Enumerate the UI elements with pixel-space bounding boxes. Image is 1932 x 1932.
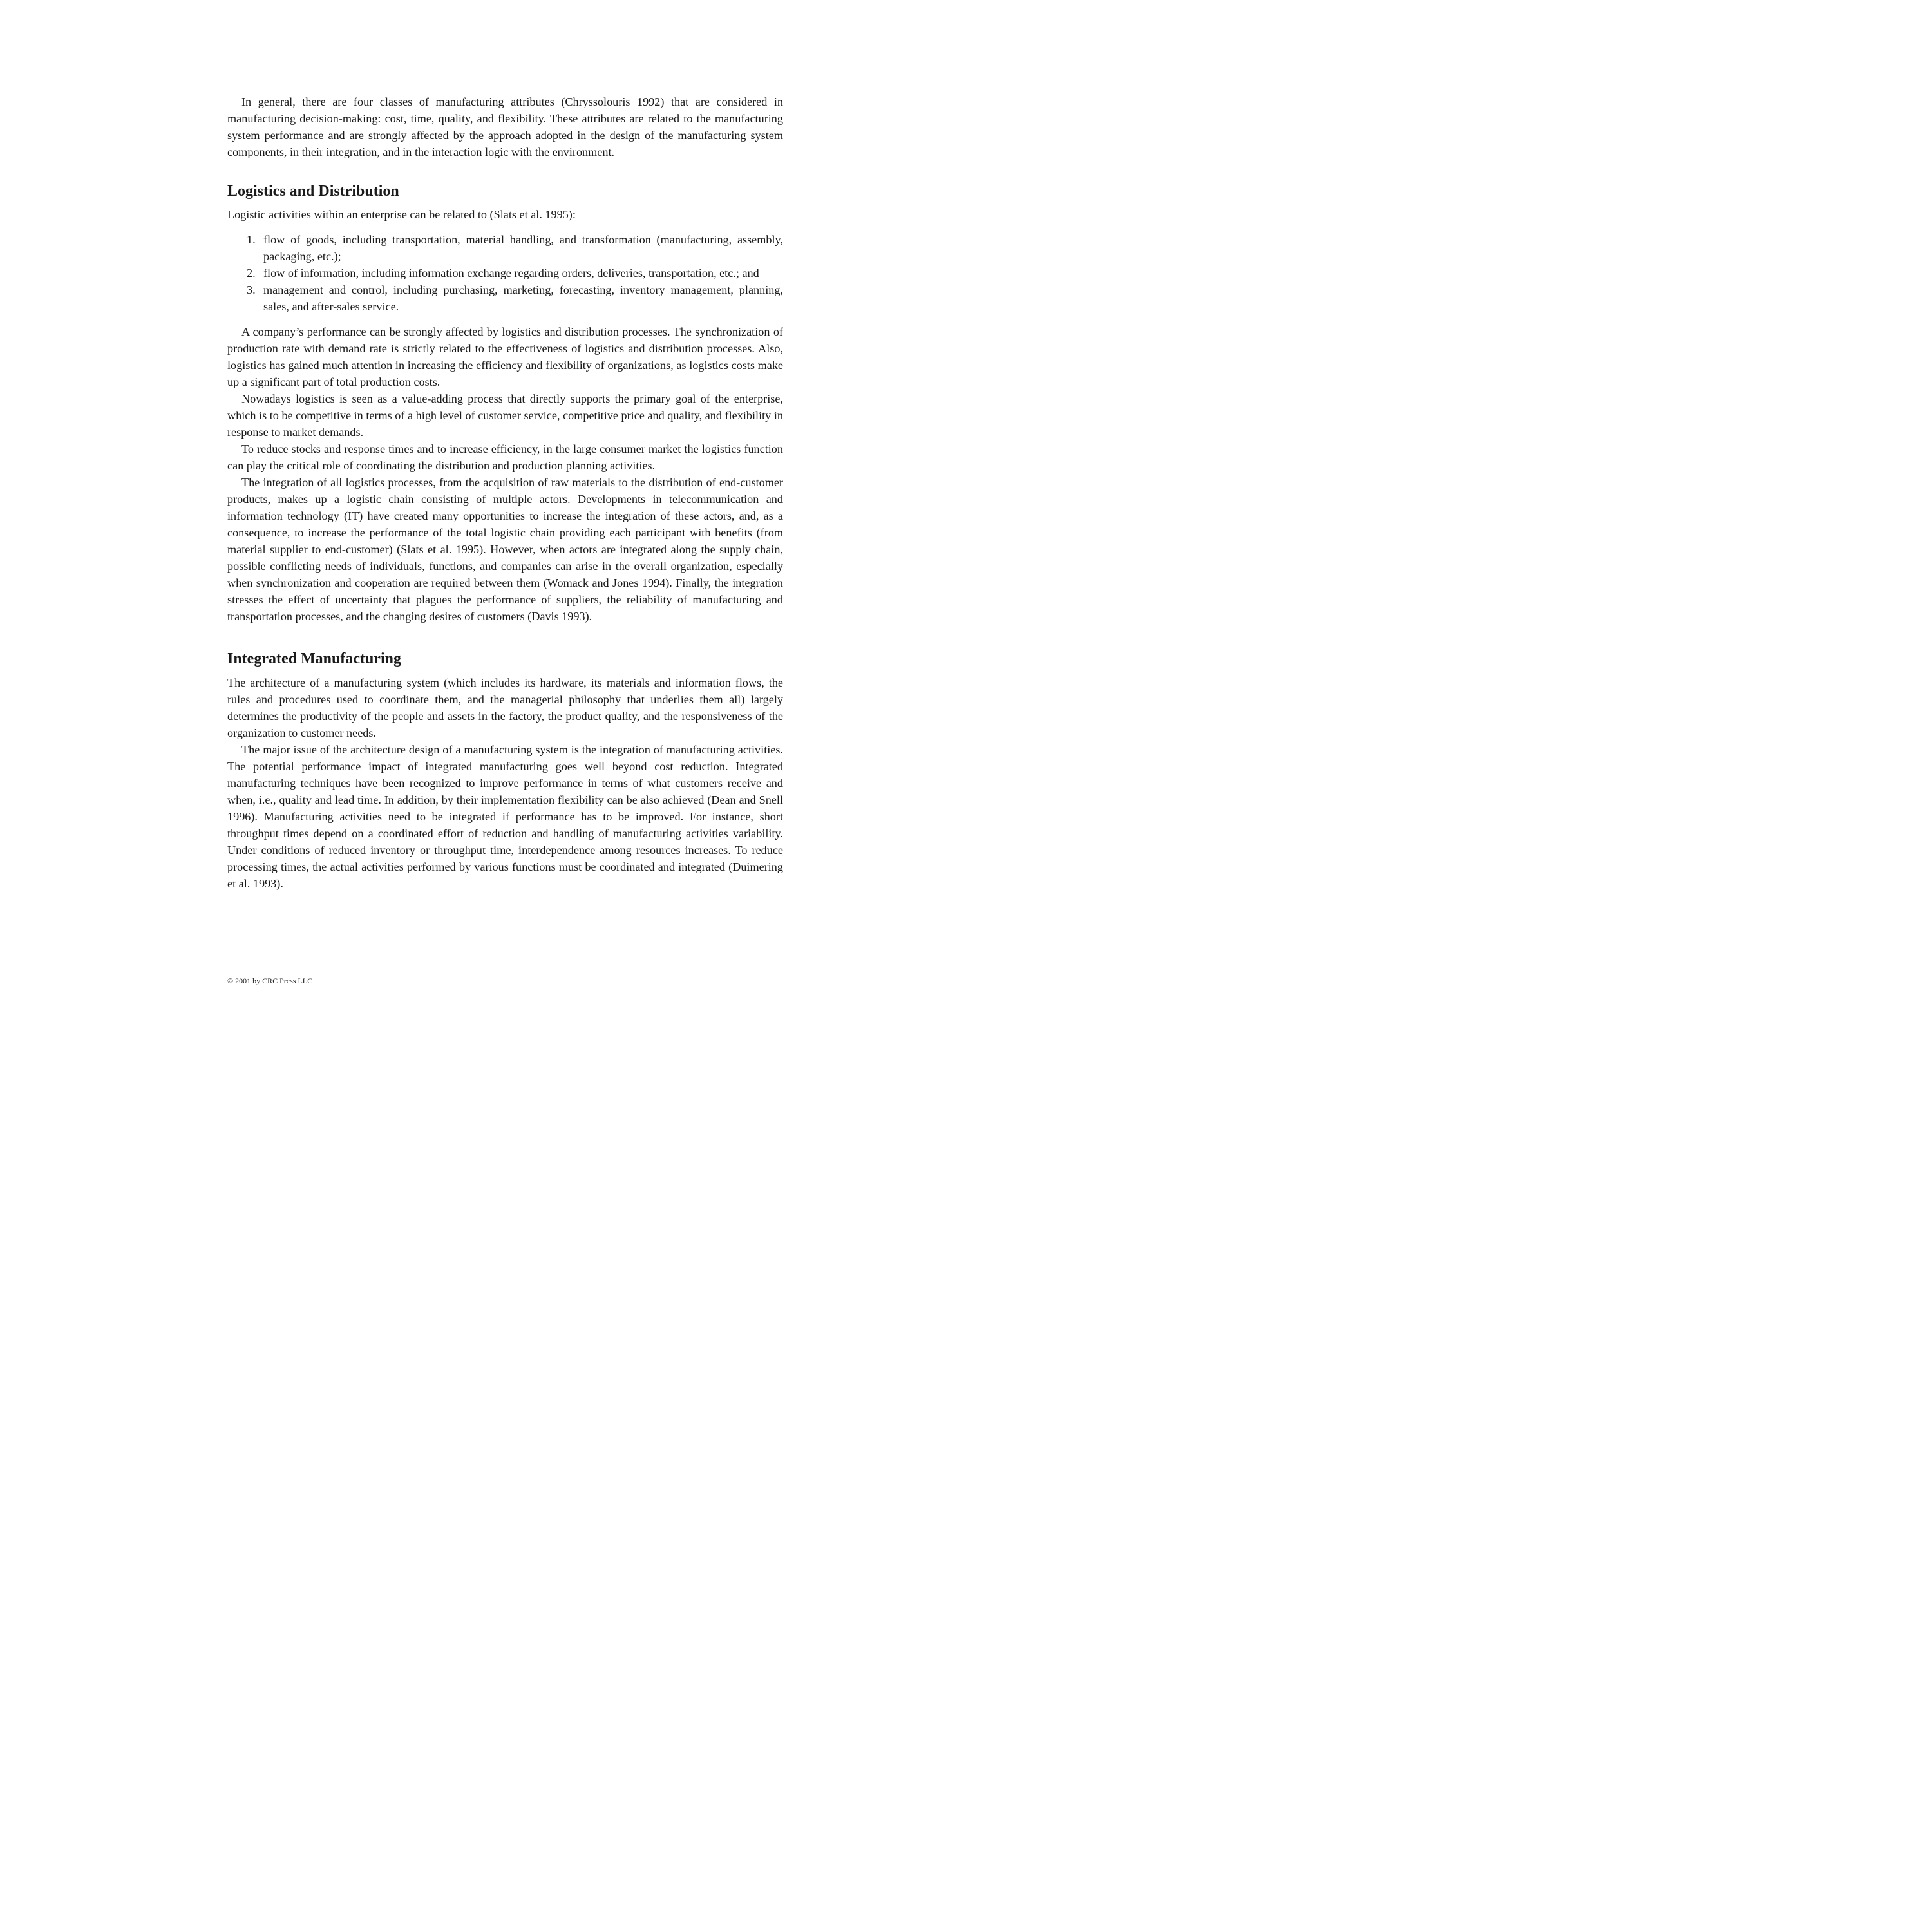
- list-item: [227, 265, 783, 281]
- logistics-paragraph: The integration of all logistics processes, from the acquisition of raw materials to the distribution of end-customer products, makes up a logistic chain consisting of multiple actors. Developments in telecommunication and information technology (IT) have created many opportunities to increase the integration of these actors, and, as a consequence, to increase the performance of the total logistic chain providing each participant with benefits (from material supplier to end-customer) (Slats et al. 1995). However, when actors are integrated along the supply chain, possible conflicting needs of individuals, functions, and companies can arise in the overall organization, especially when synchronization and cooperation are required between them (Womack and Jones 1994). Finally, the integration stresses the effect of uncertainty that plagues the performance of suppliers, the reliability of manufacturing and transportation processes, and the changing desires of customers (Davis 1993).: [227, 476, 783, 623]
- list-item: [227, 231, 783, 265]
- list-item-number: 1.: [247, 233, 256, 246]
- list-item-text: flow of information, including information exchange regarding orders, deliveries, transportation, etc.; and: [263, 267, 759, 279]
- list-item-number: 2.: [247, 267, 256, 279]
- section-heading-integrated-manufacturing: Integrated Manufacturing: [227, 650, 401, 667]
- logistics-activity-list: [227, 231, 783, 315]
- copyright-footer: © 2001 by CRC Press LLC: [227, 976, 313, 985]
- intro-paragraph: In general, there are four classes of manufacturing attributes (Chryssolouris 1992) that are considered in manufacturing decision-making: cost, time, quality, and flexibility. These attributes are related to the manufacturing system performance and are strongly affected by the approach adopted in the design of the manufacturing system components, in their integration, and in the interaction logic with the environment.: [227, 95, 783, 158]
- list-item-text: flow of goods, including transportation, material handling, and transformation (manufacturing, assembly, packaging, etc.);: [263, 233, 783, 263]
- list-item: [227, 281, 783, 315]
- list-item-text: management and control, including purchasing, marketing, forecasting, inventory management, planning, sales, and after-sales service.: [263, 283, 783, 313]
- logistics-paragraph: A company’s performance can be strongly affected by logistics and distribution processes. The synchronization of production rate with demand rate is strictly related to the effectiveness of logistics and distribution processes. Also, logistics has gained much attention in increasing the efficiency and flexibility of organizations, as logistics costs make up a significant part of total production costs.: [227, 325, 783, 388]
- document-page: [0, 0, 999, 999]
- section-heading-logistics: Logistics and Distribution: [227, 183, 399, 200]
- integrated-paragraph: The major issue of the architecture design of a manufacturing system is the integration of manufacturing activities. The potential performance impact of integrated manufacturing goes well beyond cost reduction. Integrated manufacturing techniques have been recognized to improve performance in terms of what customers receive and when, i.e., quality and lead time. In addition, by their implementation flexibility can be also achieved (Dean and Snell 1996). Manufacturing activities need to be integrated if performance has to be improved. For instance, short throughput times depend on a coordinated effort of reduction and handling of manufacturing activities variability. Under conditions of reduced inventory or throughput time, interdependence among resources increases. To reduce processing times, the actual activities performed by various functions must be coordinated and integrated (Duimering et al. 1993).: [227, 743, 783, 890]
- logistics-lead-paragraph: Logistic activities within an enterprise can be related to (Slats et al. 1995):: [227, 208, 576, 221]
- integrated-paragraph: The architecture of a manufacturing system (which includes its hardware, its materials and information flows, the rules and procedures used to coordinate them, and the managerial philosophy that underlies them all) largely determines the productivity of the people and assets in the factory, the product quality, and the responsiveness of the organization to customer needs.: [227, 676, 783, 739]
- list-item-number: 3.: [247, 283, 256, 296]
- logistics-paragraph: To reduce stocks and response times and to increase efficiency, in the large consumer market the logistics function can play the critical role of coordinating the distribution and production planning activities.: [227, 442, 783, 472]
- text-column: [227, 93, 783, 892]
- logistics-paragraph: Nowadays logistics is seen as a value-adding process that directly supports the primary goal of the enterprise, which is to be competitive in terms of a high level of customer service, competitive price and quality, and flexibility in response to market demands.: [227, 392, 783, 439]
